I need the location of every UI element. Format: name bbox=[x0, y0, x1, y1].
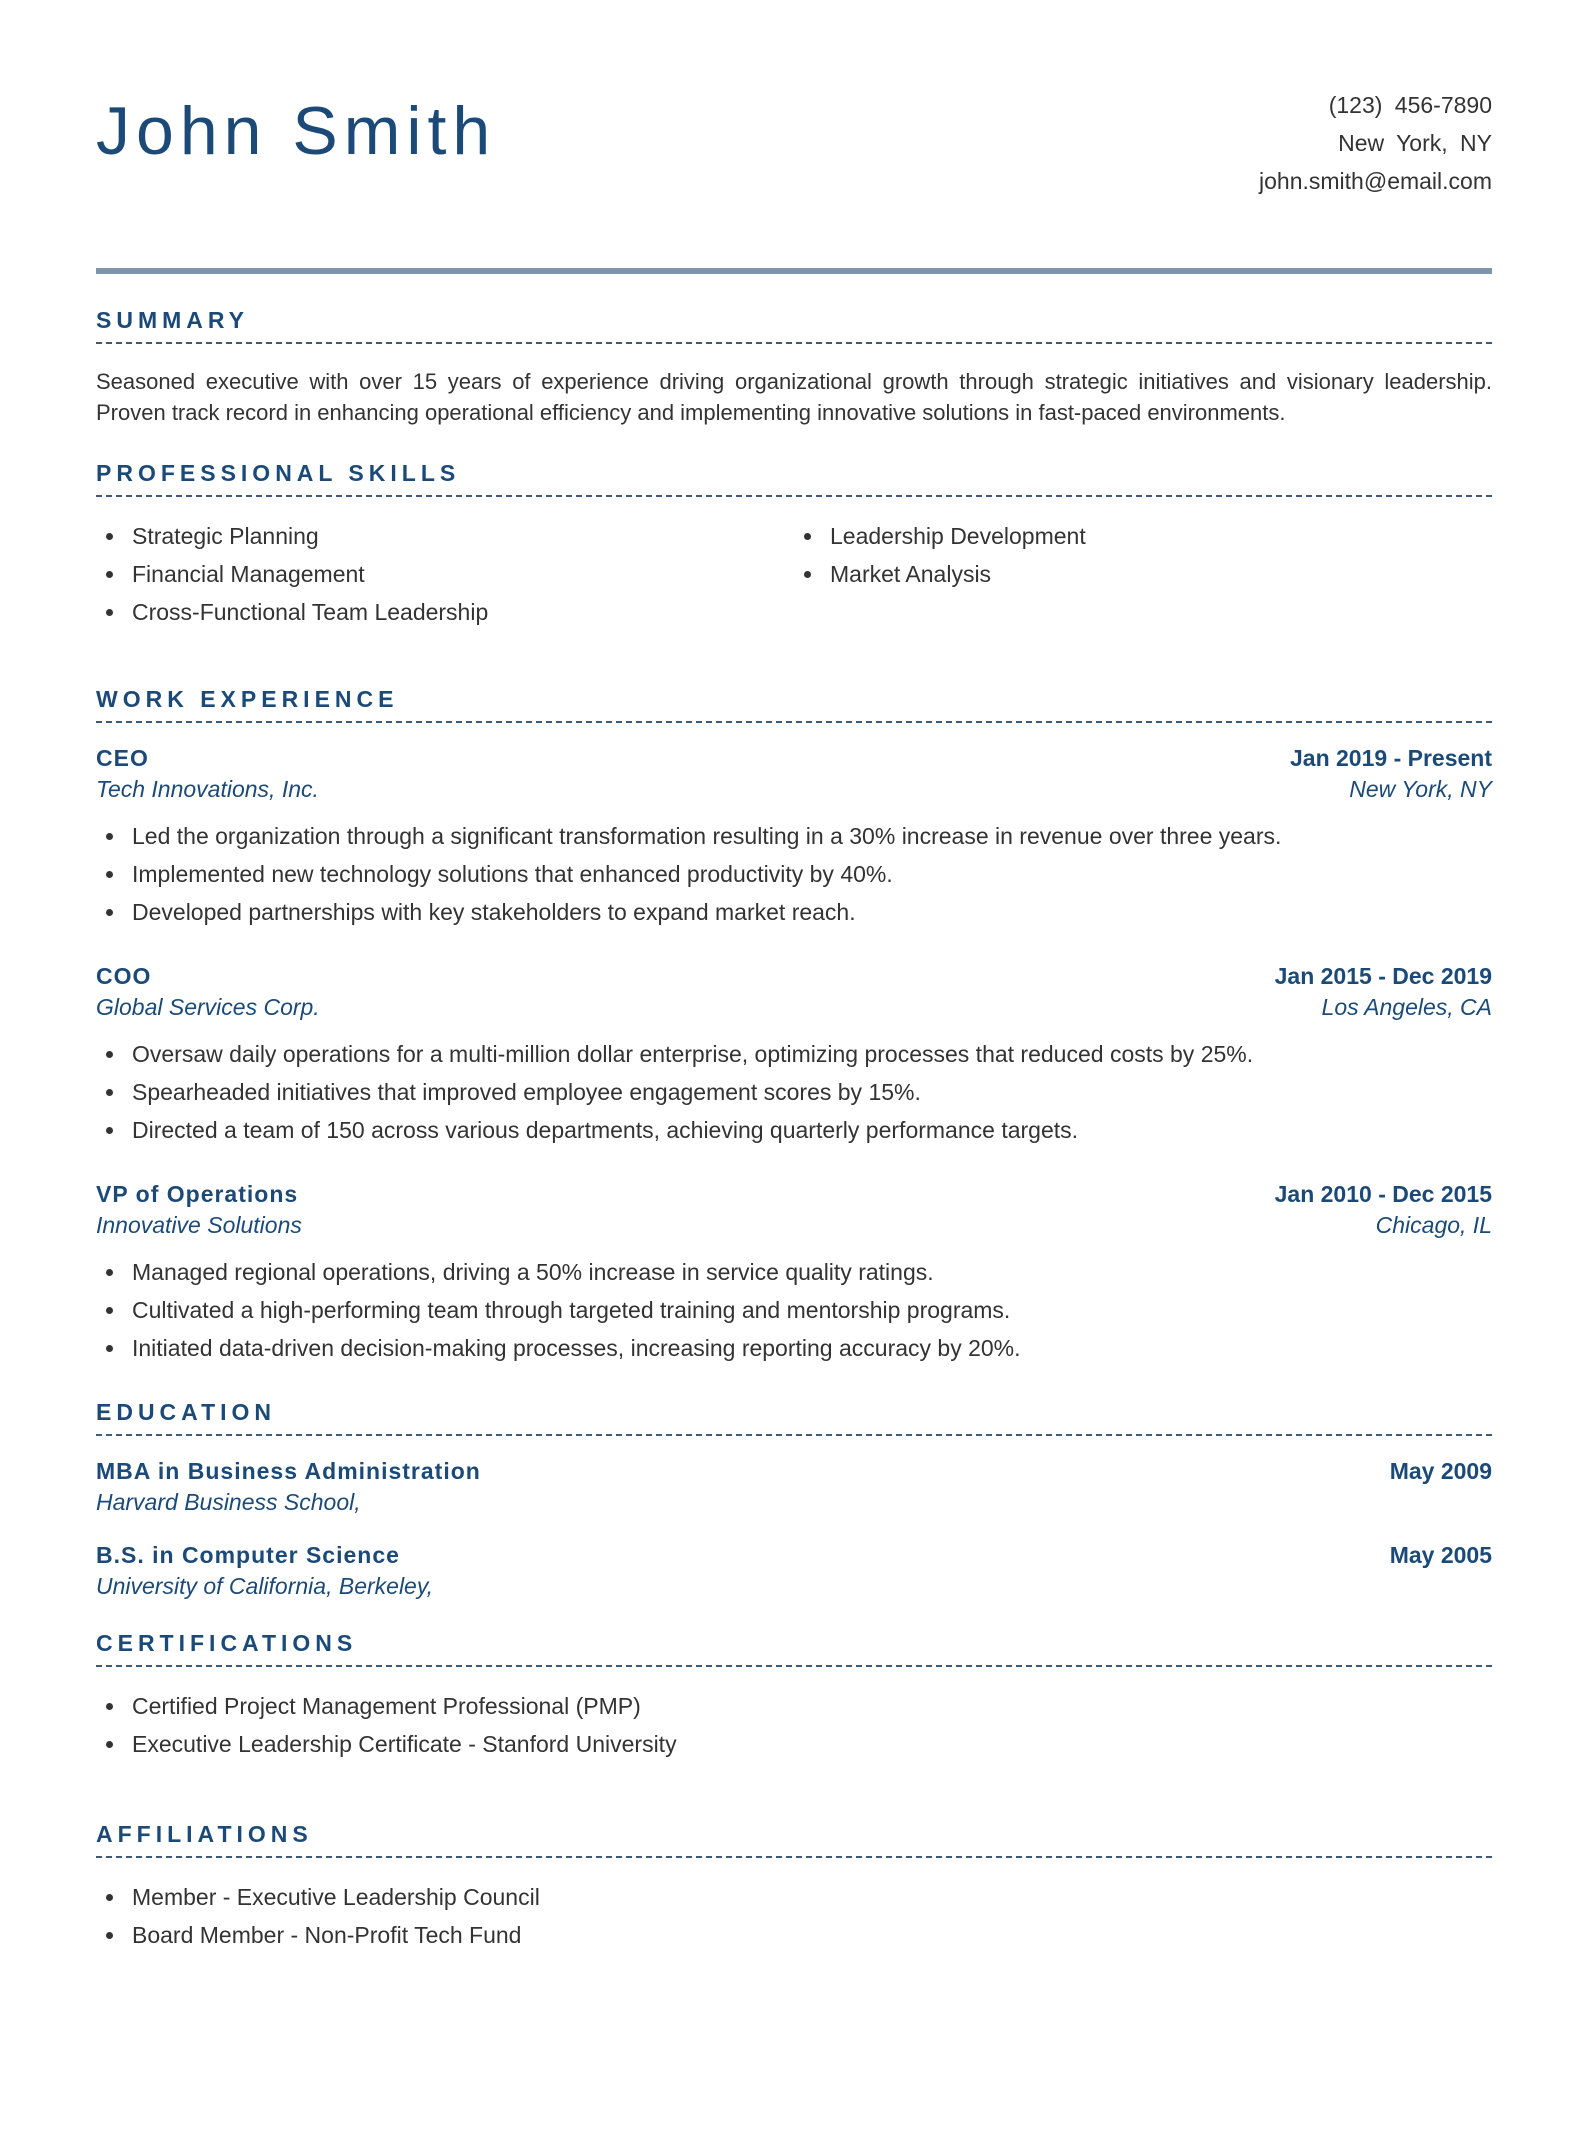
certification-item: Executive Leadership Certificate - Stanford University bbox=[96, 1725, 1492, 1763]
skill-item: Strategic Planning bbox=[96, 517, 794, 555]
job-company: Innovative Solutions bbox=[96, 1212, 302, 1238]
section-title: AFFILIATIONS bbox=[96, 1821, 1492, 1858]
job-company: Global Services Corp. bbox=[96, 994, 320, 1020]
job-dates: Jan 2019 - Present bbox=[1289, 745, 1492, 771]
affiliations-list bbox=[96, 1878, 1492, 1954]
education-entry bbox=[96, 1458, 1492, 1516]
job-bullet: Led the organization through a significant transformation resulting in a 30% increase in revenue over three years. bbox=[96, 817, 1492, 855]
skills-section bbox=[96, 460, 1492, 631]
header-divider bbox=[96, 268, 1492, 274]
job-location: Los Angeles, CA bbox=[1321, 994, 1492, 1020]
school: Harvard Business School, bbox=[96, 1489, 361, 1515]
job-bullets bbox=[96, 1035, 1492, 1149]
section-title: PROFESSIONAL SKILLS bbox=[96, 460, 1492, 497]
job-bullet: Developed partnerships with key stakeholders to expand market reach. bbox=[96, 893, 1492, 931]
degree: MBA in Business Administration bbox=[96, 1458, 481, 1484]
resume-header bbox=[96, 0, 1492, 272]
affiliations-section bbox=[96, 1821, 1492, 1954]
skills-columns bbox=[96, 517, 1492, 631]
job-bullet: Implemented new technology solutions that enhanced productivity by 40%. bbox=[96, 855, 1492, 893]
certification-item: Certified Project Management Professional (PMP) bbox=[96, 1687, 1492, 1725]
certifications-list bbox=[96, 1687, 1492, 1763]
summary-text: Seasoned executive with over 15 years of experience driving organizational growth through strategic initiatives and visionary leadership. Proven track record in enhancing operational efficiency and implementing innovative solutions in fast-paced environments. bbox=[96, 369, 1492, 425]
job-title: COO bbox=[96, 963, 152, 989]
skills-column-right bbox=[794, 517, 1492, 631]
job-location: New York, NY bbox=[1349, 776, 1492, 802]
contact-phone: (123) 456-7890 bbox=[1328, 92, 1492, 118]
degree: B.S. in Computer Science bbox=[96, 1542, 400, 1568]
section-title: EDUCATION bbox=[96, 1399, 1492, 1436]
contact-block bbox=[1259, 86, 1492, 200]
job-bullets bbox=[96, 1253, 1492, 1367]
job-bullet: Cultivated a high-performing team through targeted training and mentorship programs. bbox=[96, 1291, 1492, 1329]
job-title: CEO bbox=[96, 745, 149, 771]
job-bullet: Oversaw daily operations for a multi-million dollar enterprise, optimizing processes that reduced costs by 25%. bbox=[96, 1035, 1492, 1073]
job-entry bbox=[96, 963, 1492, 1149]
contact-location: New York, NY bbox=[1338, 130, 1492, 156]
job-dates: Jan 2010 - Dec 2015 bbox=[1274, 1181, 1492, 1207]
section-title: SUMMARY bbox=[96, 307, 1492, 344]
affiliation-item: Board Member - Non-Profit Tech Fund bbox=[96, 1916, 1492, 1954]
job-entry bbox=[96, 745, 1492, 931]
skill-item: Financial Management bbox=[96, 555, 794, 593]
job-bullet: Managed regional operations, driving a 50% increase in service quality ratings. bbox=[96, 1253, 1492, 1291]
job-bullet: Initiated data-driven decision-making processes, increasing reporting accuracy by 20%. bbox=[96, 1329, 1492, 1367]
affiliation-item: Member - Executive Leadership Council bbox=[96, 1878, 1492, 1916]
job-entry bbox=[96, 1181, 1492, 1367]
job-location: Chicago, IL bbox=[1375, 1212, 1492, 1238]
job-bullet: Spearheaded initiatives that improved employee engagement scores by 15%. bbox=[96, 1073, 1492, 1111]
skills-column-left bbox=[96, 517, 794, 631]
summary-section bbox=[96, 307, 1492, 428]
job-bullet: Directed a team of 150 across various departments, achieving quarterly performance targets. bbox=[96, 1111, 1492, 1149]
job-company: Tech Innovations, Inc. bbox=[96, 776, 319, 802]
certifications-section bbox=[96, 1630, 1492, 1763]
education-entry bbox=[96, 1542, 1492, 1600]
skill-item: Cross-Functional Team Leadership bbox=[96, 593, 794, 631]
skill-item: Leadership Development bbox=[794, 517, 1492, 555]
graduation-date: May 2009 bbox=[1389, 1458, 1492, 1484]
education-section bbox=[96, 1399, 1492, 1600]
experience-section bbox=[96, 686, 1492, 1367]
section-title: WORK EXPERIENCE bbox=[96, 686, 1492, 723]
section-title: CERTIFICATIONS bbox=[96, 1630, 1492, 1667]
candidate-name: John Smith bbox=[96, 93, 497, 169]
job-dates: Jan 2015 - Dec 2019 bbox=[1274, 963, 1492, 989]
job-bullets bbox=[96, 817, 1492, 931]
contact-email: john.smith@email.com bbox=[1259, 168, 1492, 194]
school: University of California, Berkeley, bbox=[96, 1573, 434, 1599]
job-title: VP of Operations bbox=[96, 1181, 299, 1207]
skill-item: Market Analysis bbox=[794, 555, 1492, 593]
graduation-date: May 2005 bbox=[1389, 1542, 1492, 1568]
